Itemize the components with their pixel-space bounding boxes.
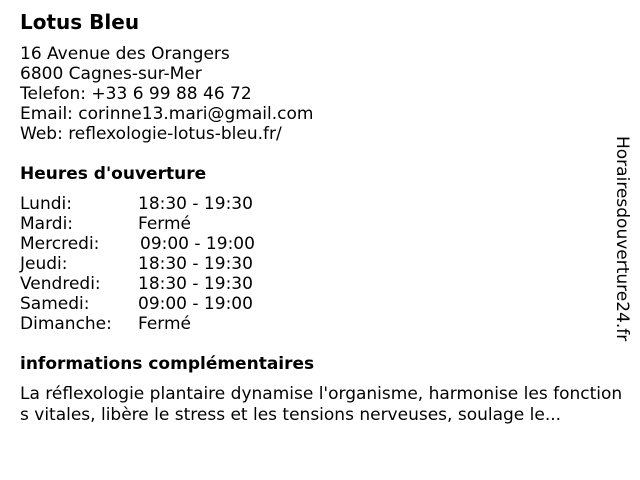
site-watermark: Horairesdouverture24.fr (612, 136, 632, 342)
street-address: 16 Avenue des Orangers (20, 44, 230, 64)
time-value: 18:30 - 19:30 (138, 254, 253, 274)
city-address: 6800 Cagnes-sur-Mer (20, 64, 202, 84)
hours-heading: Heures d'ouverture (20, 164, 207, 184)
day-label: Dimanche: (20, 314, 112, 334)
time-value: 18:30 - 19:30 (138, 194, 253, 214)
info-description: La réflexologie plantaire dynamise l'organisme, harmonise les fonctions vitales, libère le stress et les tensions nerveuses, soulage le... (20, 384, 623, 425)
day-label: Samedi: (20, 294, 90, 314)
website: Web: reflexologie-lotus-bleu.fr/ (20, 124, 282, 144)
info-heading: informations complémentaires (20, 354, 315, 374)
business-name: Lotus Bleu (20, 10, 140, 34)
time-value: Fermé (138, 314, 192, 334)
day-label: Lundi: (20, 194, 72, 214)
phone-number: Telefon: +33 6 99 88 46 72 (20, 84, 252, 104)
time-value: 09:00 - 19:00 (138, 294, 253, 314)
time-value: 09:00 - 19:00 (140, 234, 255, 254)
day-label: Mardi: (20, 214, 74, 234)
time-value: 18:30 - 19:30 (138, 274, 253, 294)
contact-block (20, 44, 313, 144)
day-label: Vendredi: (20, 274, 101, 294)
email-address: Email: corinne13.mari@gmail.com (20, 104, 314, 124)
day-label: Jeudi: (20, 254, 68, 274)
day-label: Mercredi: (20, 234, 100, 254)
time-value: Fermé (138, 214, 192, 234)
